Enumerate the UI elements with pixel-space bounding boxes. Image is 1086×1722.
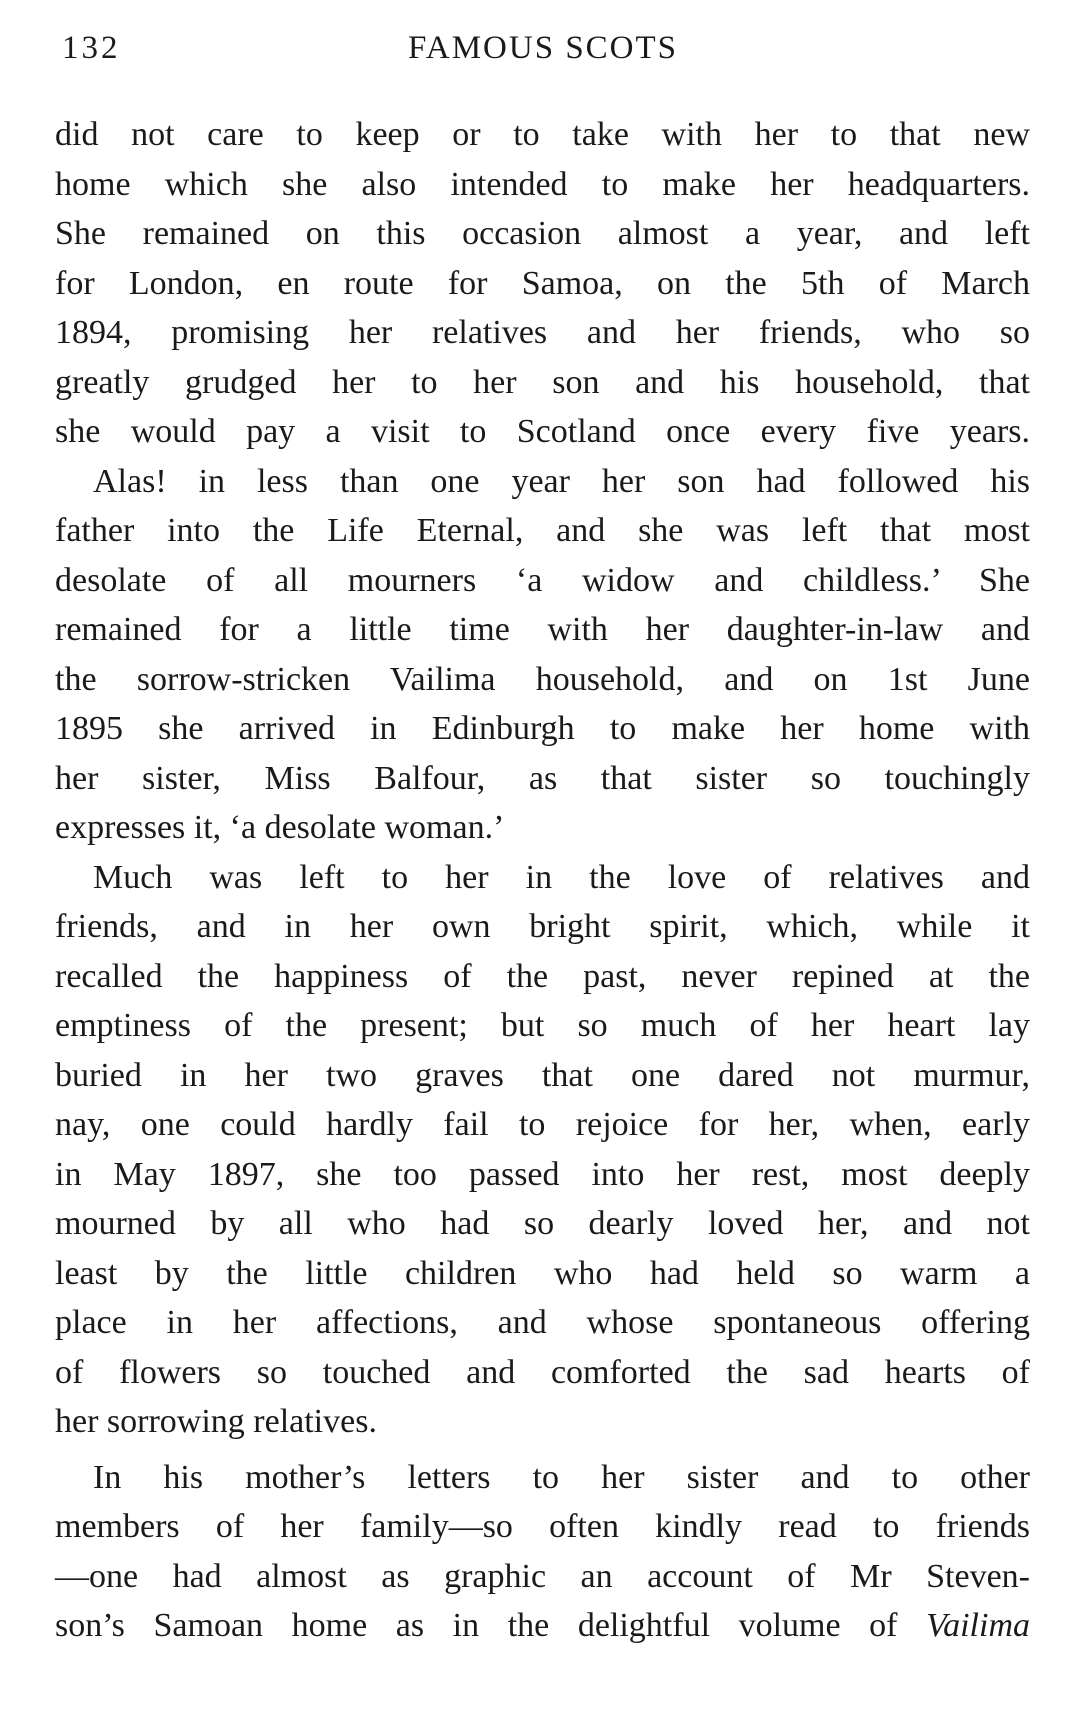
text-line: remained for a little time with her daughter-in-law and: [55, 611, 1030, 648]
text-line: mourned by all who had so dearly loved her, and not: [55, 1205, 1030, 1242]
paragraph-1: [55, 110, 1030, 457]
running-title: FAMOUS SCOTS: [407, 30, 679, 66]
text-line: recalled the happiness of the past, never repined at the: [55, 957, 1030, 995]
text-line: expresses it, ‘a desolate woman.’: [55, 809, 505, 846]
text-line: father into the Life Eternal, and she was left that most: [55, 512, 1030, 549]
text-line: she would pay a visit to Scotland once every five years.: [55, 413, 1030, 450]
text-line: 1895 she arrived in Edinburgh to make her home with: [55, 710, 1030, 747]
page-number: 132: [62, 30, 121, 66]
text-line: —one had almost as graphic an account of Mr Steven-: [55, 1557, 1030, 1595]
text-line: in May 1897, she too passed into her rest, most deeply: [55, 1155, 1030, 1193]
text-line: She remained on this occasion almost a year, and left: [55, 215, 1030, 252]
text-line: her sorrowing relatives.: [55, 1403, 377, 1440]
text-line: home which she also intended to make her headquarters.: [55, 165, 1030, 203]
text-line-segment: son’s Samoan home as in the delightful volume of: [55, 1607, 898, 1644]
text-line: place in her affections, and whose spontaneous offering: [55, 1304, 1030, 1341]
text-line: of flowers so touched and comforted the sad hearts of: [55, 1353, 1030, 1391]
text-line: greatly grudged her to her son and his household, that: [55, 363, 1030, 401]
text-line: least by the little children who had held so warm a: [55, 1254, 1030, 1292]
body-text: [55, 110, 1030, 1651]
text-line: did not care to keep or to take with her to that new: [55, 116, 1030, 153]
text-line: members of her family—so often kindly read to friends: [55, 1508, 1030, 1545]
text-line: In his mother’s letters to her sister and to other: [93, 1458, 1030, 1496]
paragraph-4: [55, 1453, 1030, 1651]
paragraph-3: [55, 853, 1030, 1447]
book-title-italic: Vailima: [926, 1607, 1031, 1644]
text-line: buried in her two graves that one dared not murmur,: [55, 1056, 1030, 1094]
text-line: emptiness of the present; but so much of her heart lay: [55, 1007, 1030, 1044]
text-line: her sister, Miss Balfour, as that sister so touchingly: [55, 759, 1030, 797]
text-line: desolate of all mourners ‘a widow and childless.’ She: [55, 561, 1030, 599]
paragraph-2: [55, 457, 1030, 853]
text-line: for London, en route for Samoa, on the 5th of March: [55, 264, 1030, 302]
text-line: Alas! in less than one year her son had followed his: [93, 462, 1030, 500]
text-line: 1894, promising her relatives and her friends, who so: [55, 314, 1030, 351]
text-line-final: [55, 1601, 1030, 1651]
text-line: Much was left to her in the love of relatives and: [93, 858, 1030, 896]
text-line: friends, and in her own bright spirit, which, while it: [55, 908, 1030, 945]
running-head: [0, 30, 1086, 74]
text-line: the sorrow-stricken Vailima household, and on 1st June: [55, 660, 1030, 698]
text-line: nay, one could hardly fail to rejoice for her, when, early: [55, 1106, 1030, 1143]
